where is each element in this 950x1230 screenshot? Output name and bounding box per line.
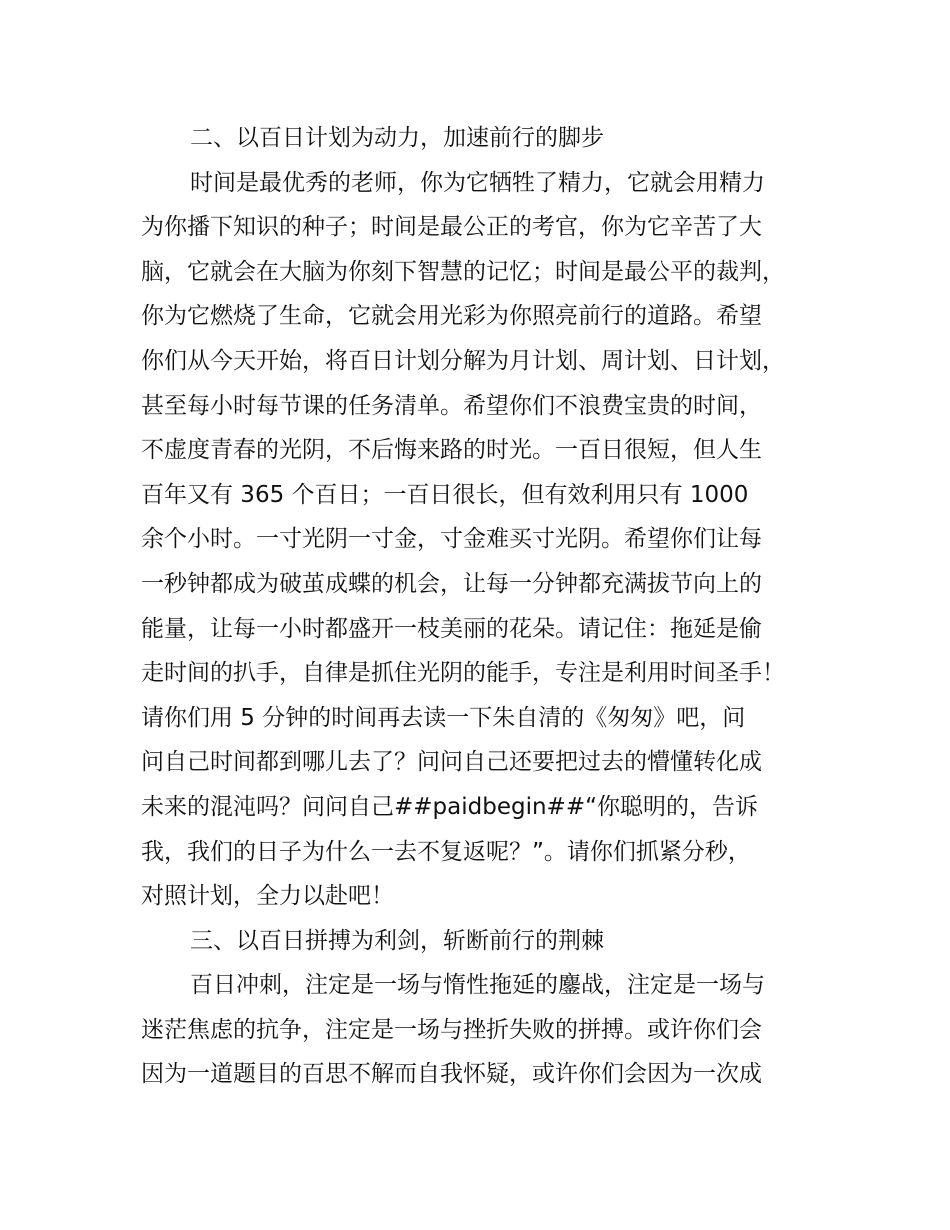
paragraph-line: 你们从今天开始，将百日计划分解为月计划、周计划、日计划， bbox=[141, 347, 785, 374]
paragraph-line: 请你们用 5 分钟的时间再去读一下朱自清的《匆匆》吧，问 bbox=[141, 704, 746, 731]
paragraph-line: 为你播下知识的种子；时间是最公正的考官，你为它辛苦了大 bbox=[141, 214, 762, 241]
paragraph-line: 对照计划，全力以赴吧！ bbox=[141, 883, 394, 910]
paragraph-line: 脑，它就会在大脑为你刻下智慧的记忆；时间是最公平的裁判， bbox=[141, 258, 785, 285]
paragraph-line: 余个小时。一寸光阴一寸金，寸金难买寸光阴。希望你们让每 bbox=[141, 526, 762, 553]
paragraph-line: 未来的混沌吗？问问自己##paidbegin##“你聪明的，告诉 bbox=[141, 793, 759, 820]
document-body bbox=[141, 116, 841, 1097]
paragraph-line: 我，我们的日子为什么一去不复返呢？”。请你们抓紧分秒， bbox=[141, 838, 751, 865]
paragraph-line: 因为一道题目的百思不解而自我怀疑，或许你们会因为一次成 bbox=[141, 1061, 762, 1088]
paragraph-line: 你为它燃烧了生命，它就会用光彩为你照亮前行的道路。希望 bbox=[141, 303, 762, 330]
paragraph-line: 迷茫焦虑的抗争，注定是一场与挫折失败的拼搏。或许你们会 bbox=[141, 1016, 762, 1043]
paragraph-line: 百日冲刺，注定是一场与惰性拖延的鏖战，注定是一场与 bbox=[190, 972, 765, 999]
paragraph-line: 不虚度青春的光阴，不后悔来路的时光。一百日很短，但人生 bbox=[141, 437, 762, 464]
section-heading-3: 三、以百日拼搏为利剑，斩断前行的荆棘 bbox=[190, 927, 604, 954]
section-heading-2: 二、以百日计划为动力，加速前行的脚步 bbox=[190, 125, 604, 151]
paragraph-line: 走时间的扒手，自律是抓住光阴的能手，专注是利用时间圣手！ bbox=[141, 660, 785, 687]
paragraph-line: 问自己时间都到哪儿去了？问问自己还要把过去的懵懂转化成 bbox=[141, 749, 762, 776]
paragraph-line: 能量，让每一小时都盛开一枝美丽的花朵。请记住：拖延是偷 bbox=[141, 615, 762, 642]
paragraph-line: 时间是最优秀的老师，你为它牺牲了精力，它就会用精力 bbox=[190, 169, 765, 196]
paragraph-line: 一秒钟都成为破茧成蝶的机会，让每一分钟都充满拔节向上的 bbox=[141, 570, 762, 597]
paragraph-line: 甚至每小时每节课的任务清单。希望你们不浪费宝贵的时间， bbox=[141, 392, 762, 419]
paragraph-line: 百年又有 365 个百日；一百日很长，但有效利用只有 1000 bbox=[141, 481, 749, 508]
